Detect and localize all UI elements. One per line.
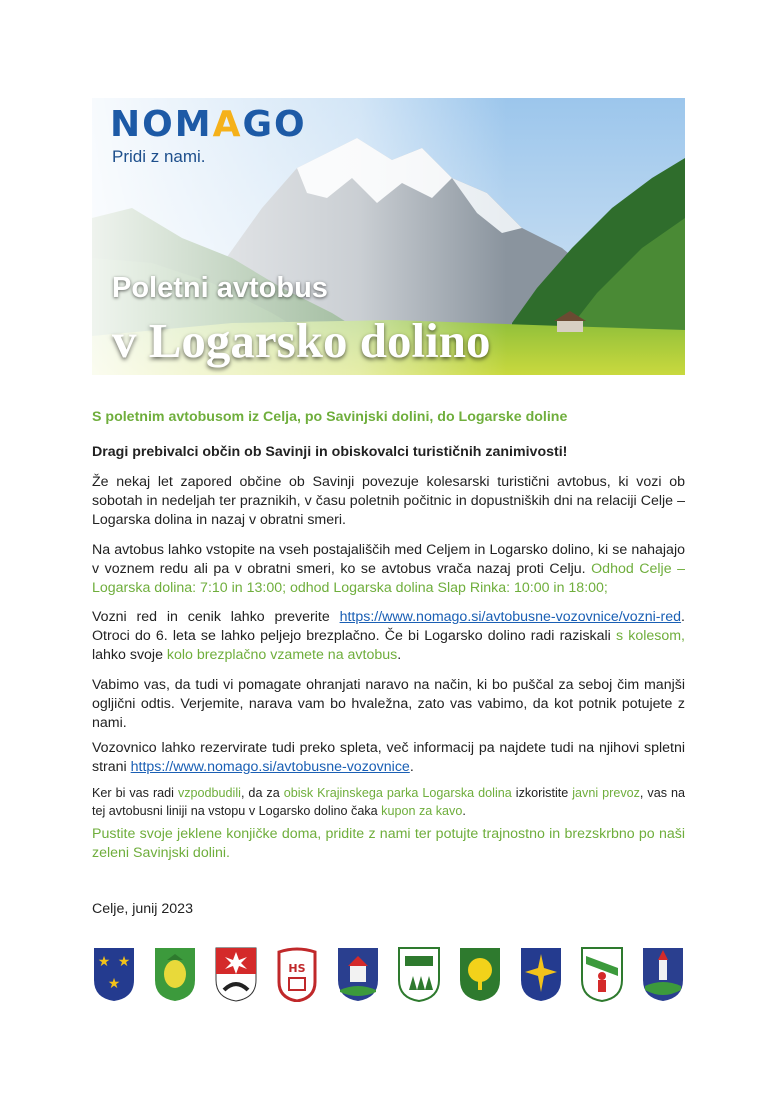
header-banner: [92, 98, 685, 375]
departure-times: Odhod Celje – Logarska dolina: 7:10 in 13:00; odhod Logarska dolina Slap Rinka: 10:00 in 18:00;: [92, 561, 685, 596]
subtitle: S poletnim avtobusom iz Celja, po Savinjski dolini, do Logarske doline: [92, 409, 568, 425]
crest-hop-icon: [153, 946, 197, 1002]
crest-maltese-cross-icon: [214, 946, 258, 1002]
paragraph-intro: Že nekaj let zapored občine ob Savinji povezuje kolesarski turistični avtobus, ki vozi ob sobotah in nedeljah ter praznikih, v času poletnih počitnic in dopustniških dni na relaciji Celje – Logarska dolina in nazaj v obratni smeri.: [92, 474, 685, 528]
closing-invitation: Pustite svoje jeklene konjičke doma, pridite z nami ter potujte trajnostno in brezskrbno po naši zeleni Savinjski dolini.: [92, 826, 685, 861]
paragraph-departures: Na avtobus lahko vstopite na vseh postajališčih med Celjem in Logarsko dolino, ki se nahajajo v voznem redu ali pa v obratni smeri, ko se avtobus vrača nazaj proti Celju. Odhod Celje – Logarska dolina: 7:10 in 13:00; odhod Logarska dolina Slap Rinka: 10:00 in 18:00;: [92, 542, 685, 596]
logo-tagline: Pridi z nami.: [112, 147, 206, 166]
banner-title-line2: v Logarsko dolino: [112, 313, 491, 368]
crest-church-icon: [641, 946, 685, 1002]
banner-title-line1: Poletni avtobus: [112, 272, 328, 304]
svg-text:★: ★: [117, 954, 131, 970]
paragraph-booking: Vozovnico lahko rezervirate tudi preko spleta, več informacij pa najdete tudi na njihovi spletni strani https://www.nomago.si/avtobusne-vozovnice.: [92, 740, 685, 775]
timetable-link[interactable]: https://www.nomago.si/avtobusne-vozovnice/vozni-red: [339, 609, 682, 625]
municipality-crests: [92, 946, 685, 1002]
paragraph-nature: Vabimo vas, da tudi vi pomagate ohranjati naravo na način, ki bo puščal za seboj čim manjši ogljični odtis. Verjemite, narava vam bo hvaležna, zato vas vabimo, da kot potnik potujete z nami.: [92, 677, 685, 731]
crest-castle-icon: [336, 946, 380, 1002]
svg-text:★: ★: [107, 976, 121, 992]
crest-hs-icon: [275, 946, 319, 1002]
crest-star-icon: [519, 946, 563, 1002]
paragraph-coffee-coupon: Ker bi vas radi vzpodbudili, da za obisk Krajinskega parka Logarska dolina izkoristite javni prevoz, vas na tej avtobusni liniji na vstopu v Logarsko dolino čaka kupon za kavo.: [92, 786, 685, 818]
greeting: Dragi prebivalci občin ob Savinji in obiskovalci turističnih zanimivosti!: [92, 444, 568, 460]
crest-tree-icon: [458, 946, 502, 1002]
svg-text:★: ★: [97, 954, 111, 970]
svg-text:HS: HS: [288, 962, 306, 975]
tickets-link[interactable]: https://www.nomago.si/avtobusne-vozovnice: [130, 759, 410, 775]
paragraph-timetable: Vozni red in cenik lahko preverite https://www.nomago.si/avtobusne-vozovnice/vozni-red. Otroci do 6. leta se lahko peljejo brezplačno. Če bi Logarsko dolino radi raziskali s kolesom, lahko svoje kolo brezplačno vzamete na avtobus.: [92, 609, 685, 663]
crest-figure-icon: [580, 946, 624, 1002]
nomago-logo: NOMAGO: [110, 104, 307, 145]
crest-manor-trees-icon: [397, 946, 441, 1002]
signature-date: Celje, junij 2023: [92, 901, 193, 917]
crest-stars-icon: [92, 946, 136, 1002]
